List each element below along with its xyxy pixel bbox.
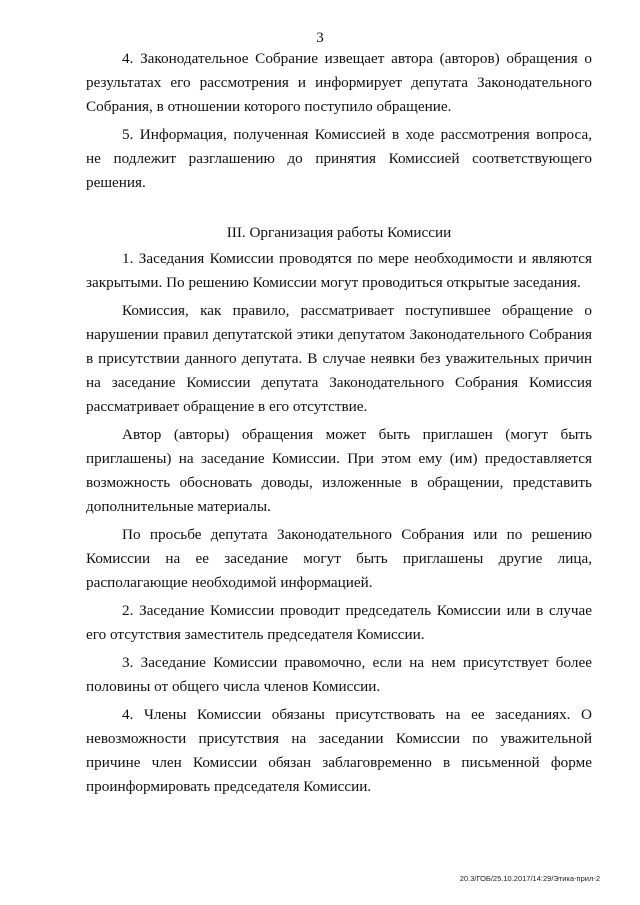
section-title: III. Организация работы Комиссии	[226, 224, 452, 241]
document-body	[86, 47, 592, 803]
page-number: 3	[316, 30, 324, 46]
paragraph-top-2: 5. Информация, полученная Комиссией в ходе рассмотрения вопроса, не подлежит разглашению до принятия Комиссией соответствующего решения.	[86, 126, 592, 191]
paragraph-section-5: 2. Заседание Комиссии проводит председатель Комиссии или в случае его отсутствия заместитель председателя Комиссии.	[86, 602, 592, 643]
paragraph-section-4: По просьбе депутата Законодательного Собрания или по решению Комиссии на ее заседание могут быть приглашены другие лица, располагающие необходимой информацией.	[86, 526, 592, 591]
paragraph-section-7: 4. Члены Комиссии обязаны присутствовать на ее заседаниях. О невозможности присутствия на заседании Комиссии по уважительной причине член Комиссии обязан заблаговременно в письменной форме проинформировать председателя Комиссии.	[86, 706, 592, 795]
paragraph-top-1: 4. Законодательное Собрание извещает автора (авторов) обращения о результатах его рассмотрения и информирует депутата Законодательного Собрания, в отношении которого поступило обращение.	[86, 50, 592, 115]
footer-code: 20.3/ГОБ/25.10.2017/14:29/Этика-прил-2	[459, 874, 600, 883]
paragraph-section-2: Комиссия, как правило, рассматривает поступившее обращение о нарушении правил депутатской этики депутатом Законодательного Собрания в присутствии данного депутата. В случае неявки без уважительных причин на заседание Комиссии депутата Законодательного Собрания Комиссия рассматривает обращение в его отсутствие.	[86, 302, 592, 415]
paragraph-section-3: Автор (авторы) обращения может быть приглашен (могут быть приглашены) на заседание Комиссии. При этом ему (им) предоставляется возможность обосновать доводы, изложенные в обращении, представить дополнительные материалы.	[86, 426, 592, 515]
paragraph-section-1: 1. Заседания Комиссии проводятся по мере необходимости и являются закрытыми. По решению Комиссии могут проводиться открытые заседания.	[86, 250, 592, 291]
paragraph-section-6: 3. Заседание Комиссии правомочно, если на нем присутствует более половины от общего числа членов Комиссии.	[86, 654, 592, 695]
